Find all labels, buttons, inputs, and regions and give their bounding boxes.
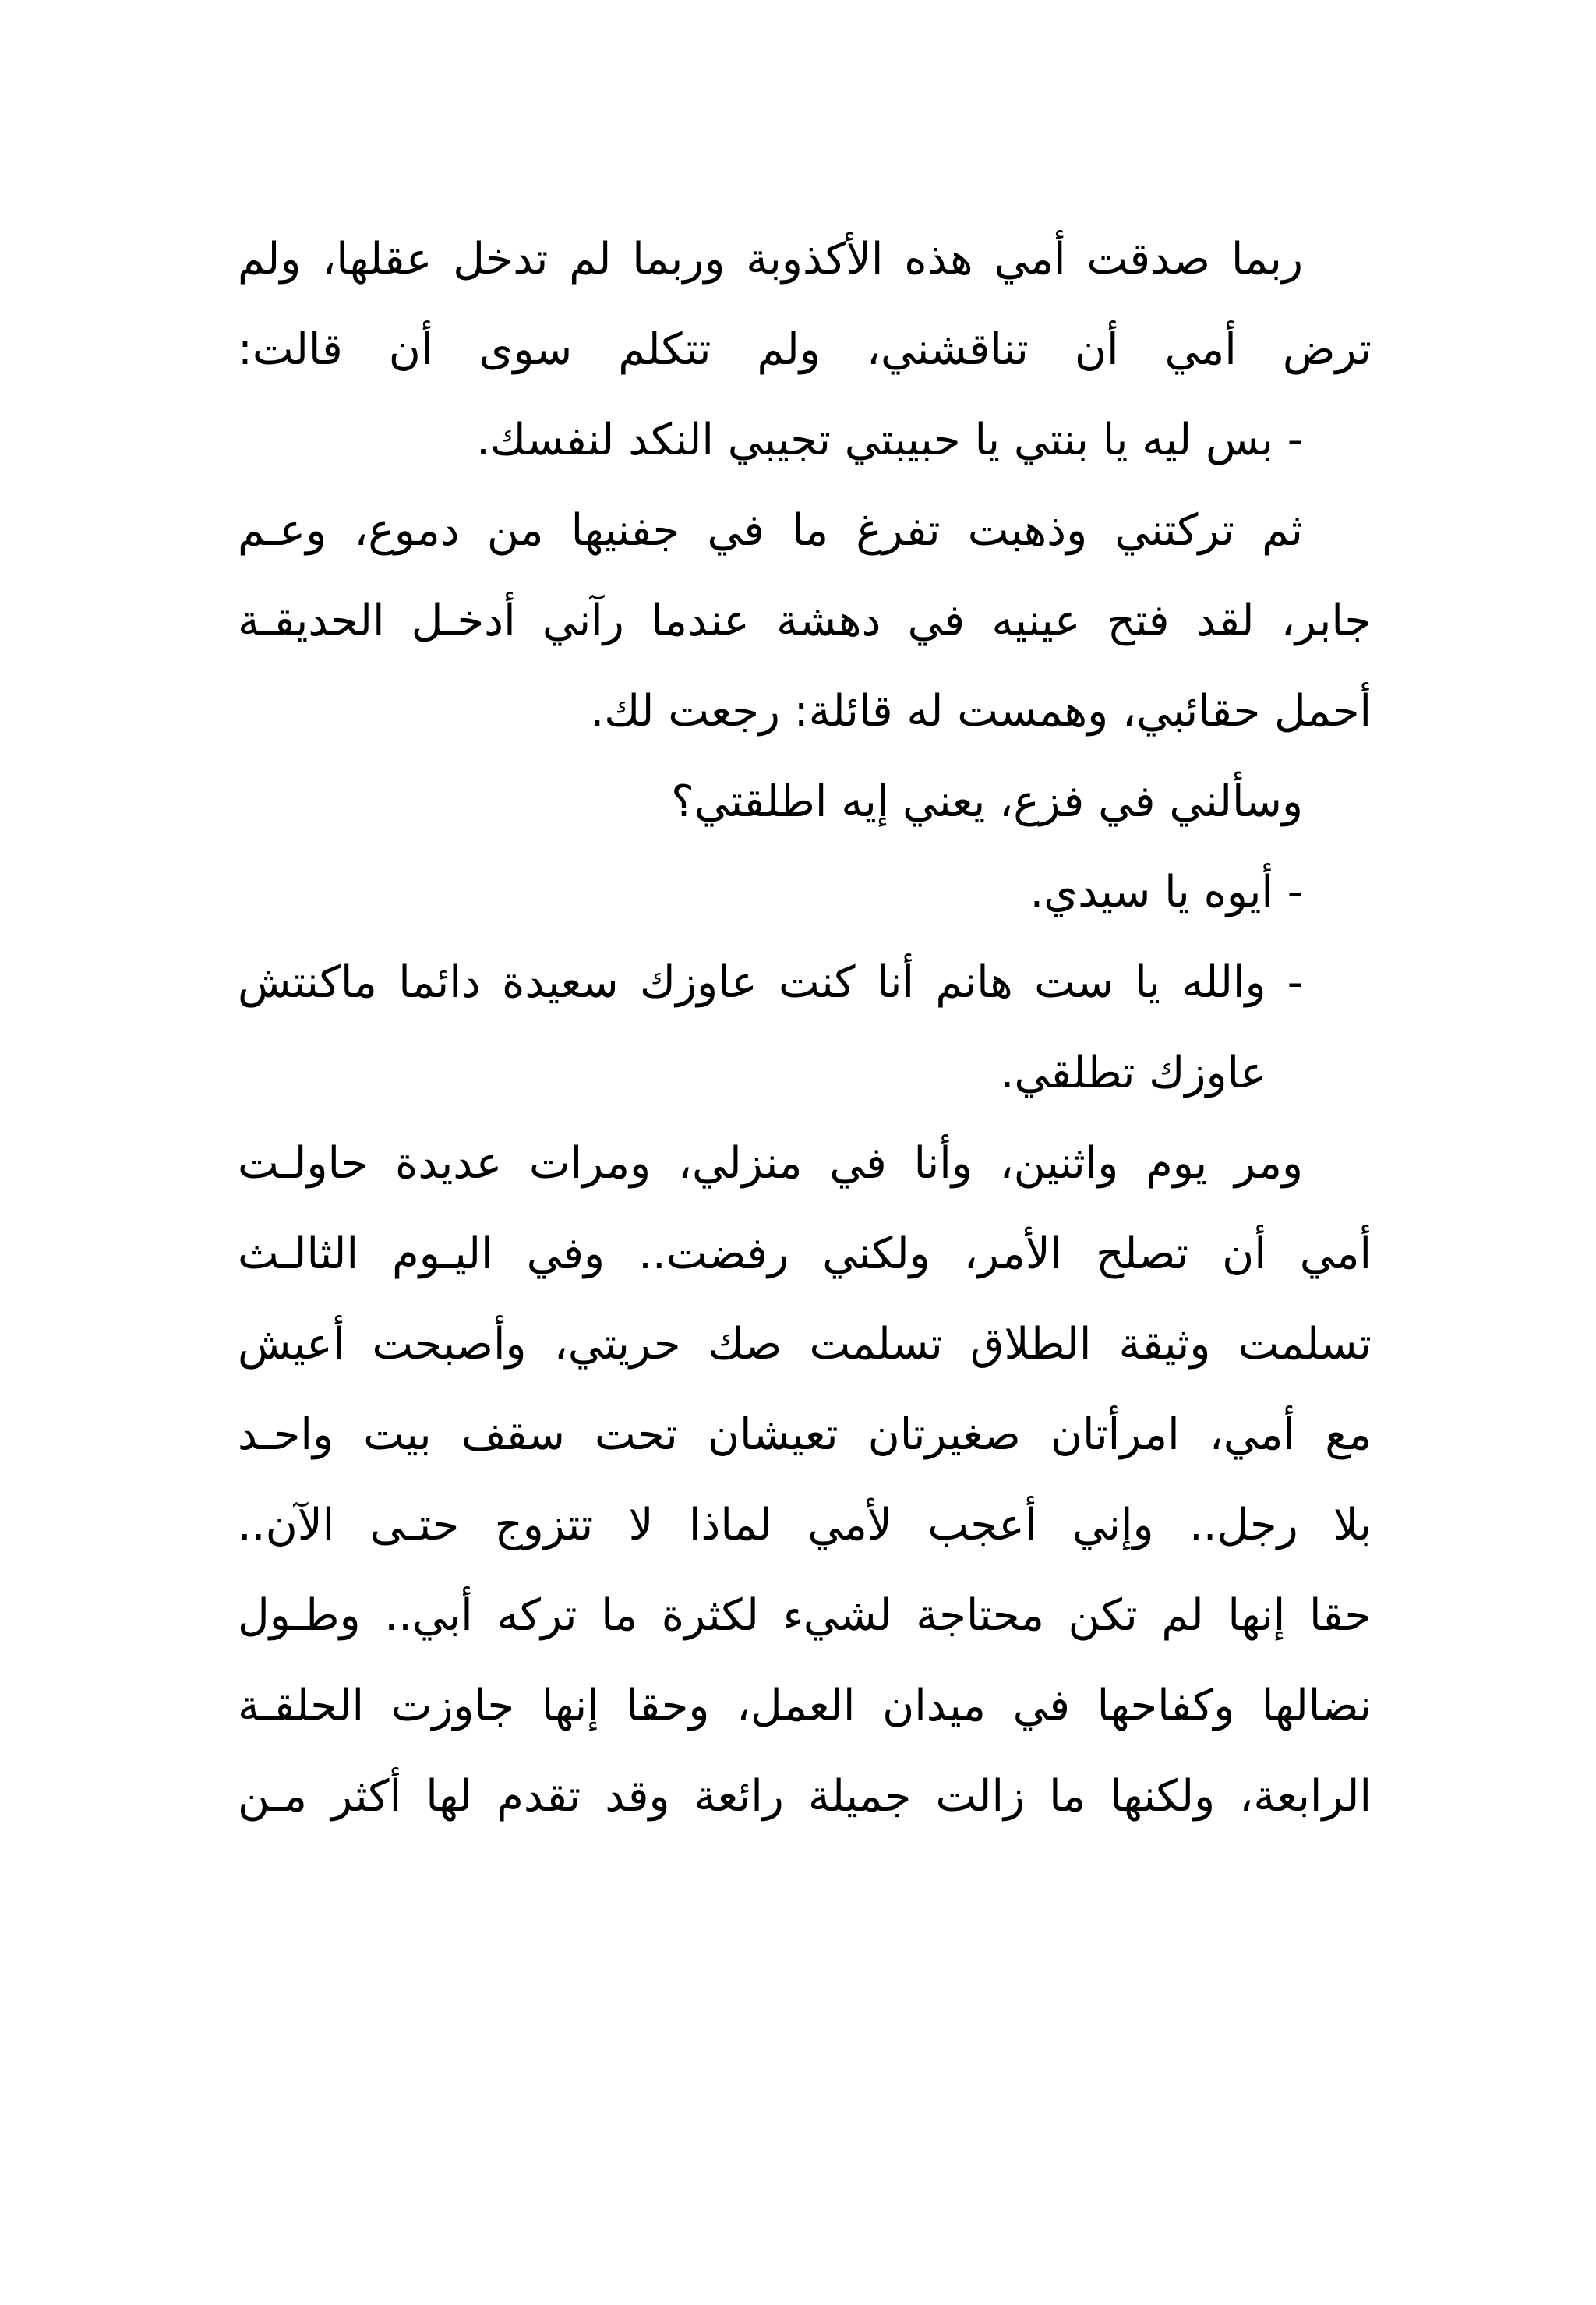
text-line: مع أمي، امرأتان صغيرتان تعيشان تحت سقف بيت واحـد (238, 1409, 1372, 1460)
dialogue-line: عاوزك تطلقي. (1000, 1048, 1266, 1098)
text-line: تسلمت وثيقة الطلاق تسلمت صك حريتي، وأصبحت أعيش (238, 1319, 1372, 1370)
text-line: ومر يوم واثنين، وأنا في منزلي، ومرات عديدة حاولـت (238, 1138, 1303, 1189)
text-line: بلا رجل.. وإني أعجب لأمي لماذا لا تتزوج حتـى الآن.. (238, 1500, 1372, 1550)
text-line: حقا إنها لم تكن محتاجة لشيء لكثرة ما تركه أبي.. وطـول (238, 1590, 1372, 1641)
text-line: وسألني في فزع، يعني إيه اطلقتي؟ (671, 776, 1303, 827)
text-line: أحمل حقائبي، وهمست له قائلة: رجعت لك. (590, 686, 1372, 737)
text-line: ثم تركتني وذهبت تفرغ ما في جفنيها من دموع، وعـم (238, 505, 1303, 556)
text-line: نضالها وكفاحها في ميدان العمل، وحقا إنها جاوزت الحلقـة (238, 1681, 1372, 1731)
text-line: ربما صدقت أمي هذه الأكذوبة وربما لم تدخل عقلها، ولم (238, 234, 1303, 285)
dialogue-line: - بس ليه يا بنتي يا حبيبتي تجيبي النكد لنفسك. (476, 415, 1303, 465)
text-line: جابر، لقد فتح عينيه في دهشة عندما رآني أدخـل الحديقـة (238, 596, 1372, 646)
dialogue-line: - والله يا ست هانم أنا كنت عاوزك سعيدة دائما ماكنتش (238, 957, 1303, 1008)
text-line: ترض أمي أن تناقشني، ولم تتكلم سوى أن قالت: (238, 324, 1372, 375)
dialogue-line: - أيوه يا سيدي. (1029, 867, 1303, 917)
text-line: الرابعة، ولكنها ما زالت جميلة رائعة وقد تقدم لها أكثر مـن (238, 1771, 1372, 1822)
text-column (238, 214, 1372, 1842)
text-line: أمي أن تصلح الأمر، ولكني رفضت.. وفي اليـوم الثالـث (238, 1229, 1372, 1279)
